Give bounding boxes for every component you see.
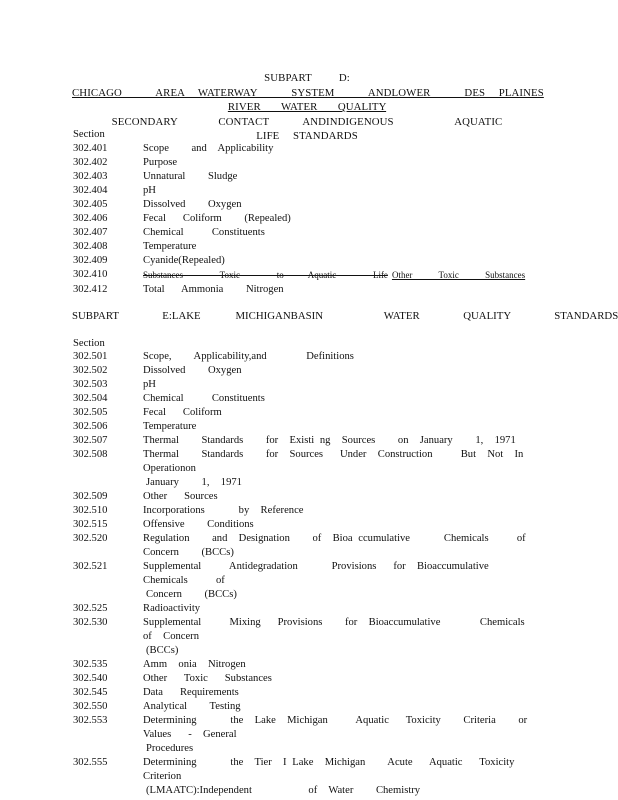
section-title-text: Fecal Coliform (Repealed): [143, 213, 291, 224]
subpart-d-section-label: Section: [73, 129, 105, 140]
section-number: 302.501: [73, 351, 108, 362]
section-entry: [73, 350, 548, 364]
section-title: [143, 268, 548, 283]
section-title: [143, 448, 548, 490]
section-title-text: Other Sources: [143, 491, 218, 502]
section-title: [143, 406, 548, 420]
section-title: [143, 378, 548, 392]
section-title-text: Data Requirements: [143, 687, 239, 698]
subpart-d-heading: [72, 71, 542, 144]
section-number: 302.412: [73, 284, 108, 295]
section-number: 302.525: [73, 603, 108, 614]
section-number: 302.510: [73, 505, 108, 516]
section-title: [143, 364, 548, 378]
section-entry: [73, 518, 548, 532]
section-title: [143, 142, 548, 156]
section-title: [143, 504, 548, 518]
section-title: [143, 518, 548, 532]
section-number: 302.403: [73, 171, 108, 182]
subpart-d-label: SUBPART D:: [264, 72, 350, 84]
section-title-text: Dissolved Oxygen: [143, 199, 242, 210]
section-title-text: Fecal Coliform: [143, 407, 222, 418]
section-number: 302.505: [73, 407, 108, 418]
section-entry: [73, 283, 548, 297]
section-title: [143, 616, 553, 658]
subpart-d-heading-line1: [72, 71, 542, 100]
section-entry: [73, 406, 548, 420]
section-title-text: Scope, Applicability,and Definitions: [143, 351, 354, 362]
section-title-text: Thermal Standards for Existi ng Sources on January 1, 1971: [143, 435, 516, 446]
section-number: 302.507: [73, 435, 108, 446]
section-title: [143, 434, 548, 448]
section-title: [143, 420, 548, 434]
section-number: 302.506: [73, 421, 108, 432]
section-title: [143, 714, 548, 756]
section-number: 302.540: [73, 673, 108, 684]
section-entry: [73, 142, 548, 156]
section-entry: [73, 434, 548, 448]
section-title-text: Supplemental Antidegradation Provisions for Bioaccumulative Chemicals of: [143, 561, 529, 586]
section-title-text: Regulation and Designation of Bioa ccumulative Chemicals of Concern (BCCs): [143, 533, 537, 558]
section-title: [143, 170, 548, 184]
section-title: [143, 226, 548, 240]
subpart-e-section-list: [73, 350, 553, 798]
section-number: 302.404: [73, 185, 108, 196]
section-title-continuation: Procedures: [146, 743, 194, 754]
section-entry: [73, 700, 548, 714]
section-number: 302.521: [73, 561, 108, 572]
section-entry: [73, 170, 548, 184]
section-number: 302.535: [73, 659, 108, 670]
section-entry: [73, 714, 548, 756]
section-entry: [73, 184, 548, 198]
section-number: 302.503: [73, 379, 108, 390]
section-entry: [73, 198, 548, 212]
section-title-continuation: (LMAATC):Independent of Water Chemistry: [146, 785, 421, 796]
section-number: 302.504: [73, 393, 108, 404]
section-entry: [73, 254, 548, 268]
section-number: 302.550: [73, 701, 108, 712]
section-title-text: Analytical Testing: [143, 701, 241, 712]
section-title-text: Thermal Standards for Sources Under Construction But Not In Operationon: [143, 449, 535, 474]
section-title: [143, 156, 548, 170]
section-number: 302.545: [73, 687, 108, 698]
section-number: 302.409: [73, 255, 108, 266]
subpart-d-title-part2: RIVER WATER QUALITY: [227, 101, 387, 113]
section-number: 302.509: [73, 491, 108, 502]
section-number: 302.515: [73, 519, 108, 530]
section-number: 302.408: [73, 241, 108, 252]
section-title-text: Cyanide(Repealed): [143, 255, 225, 266]
section-entry: [73, 364, 548, 378]
section-entry: [73, 226, 548, 240]
section-entry: [73, 378, 548, 392]
section-title-text: pH: [143, 379, 156, 390]
section-title-text: Scope and Applicability: [143, 143, 274, 154]
section-entry: [73, 602, 548, 616]
section-title-text: Radioactivity: [143, 603, 201, 614]
section-title-text: Chemical Constituents: [143, 227, 265, 238]
section-number: 302.553: [73, 715, 108, 726]
section-number: 302.520: [73, 533, 108, 544]
section-number: 302.410: [73, 269, 108, 280]
section-entry: [73, 268, 548, 283]
section-title-text: Determining the Tier I Lake Michigan Acute Aquatic Toxicity Criterion: [143, 757, 537, 782]
section-title: [143, 686, 548, 700]
section-number: 302.508: [73, 449, 108, 460]
section-title: [143, 254, 548, 268]
section-entry: [73, 560, 548, 602]
struck-section-title: Substances Toxic to Aquatic Life: [143, 270, 388, 280]
section-title: [143, 392, 548, 406]
section-title-text: pH: [143, 185, 156, 196]
section-entry: [73, 616, 553, 658]
section-entry: [73, 392, 548, 406]
section-title-text: Supplemental Mixing Provisions for Bioaccumulative Chemicals of Concern: [143, 617, 553, 642]
section-entry: [73, 504, 548, 518]
inserted-section-title: Other Toxic Substances: [391, 270, 526, 280]
section-title-text: Temperature: [143, 421, 197, 432]
section-title: [143, 184, 548, 198]
subpart-d-title-part1: CHICAGO AREA WATERWAY SYSTEM ANDLOWER DES PLAINES: [72, 86, 544, 99]
section-title: [143, 350, 548, 364]
section-entry: [73, 756, 548, 798]
section-entry: [73, 490, 548, 504]
section-title-text: Purpose: [143, 157, 178, 168]
section-title: [143, 700, 548, 714]
subpart-e-heading: SUBPART E:LAKE MICHIGANBASIN WATER QUALITY STANDARDS: [72, 310, 618, 322]
section-title-text: Dissolved Oxygen: [143, 365, 242, 376]
section-title-text: Total Ammonia Nitrogen: [143, 284, 284, 295]
section-number: 302.407: [73, 227, 108, 238]
subpart-d-section-list: [73, 142, 548, 297]
section-title-continuation: January 1, 1971: [146, 477, 242, 488]
section-title: [143, 490, 548, 504]
section-title: [143, 212, 548, 226]
section-title: [143, 658, 548, 672]
section-entry: [73, 658, 548, 672]
subpart-d-heading-line2: [72, 100, 542, 129]
section-number: 302.406: [73, 213, 108, 224]
section-title-continuation: Concern (BCCs): [146, 589, 237, 600]
subpart-d-heading-line3: LIFE STANDARDS: [256, 130, 358, 142]
section-entry: [73, 420, 548, 434]
section-title: [143, 283, 548, 297]
section-title-text: Incorporations by Reference: [143, 505, 304, 516]
section-title: [143, 198, 548, 212]
section-number: 302.530: [73, 617, 108, 628]
section-entry: [73, 532, 548, 560]
section-number: 302.502: [73, 365, 108, 376]
section-entry: [73, 156, 548, 170]
section-title: [143, 602, 548, 616]
section-title: [143, 560, 548, 602]
section-entry: [73, 240, 548, 254]
section-title-continuation: (BCCs): [146, 645, 179, 656]
section-title-text: Other Toxic Substances: [143, 673, 272, 684]
section-number: 302.402: [73, 157, 108, 168]
section-number: 302.405: [73, 199, 108, 210]
section-entry: [73, 672, 548, 686]
section-title-text: Unnatural Sludge: [143, 171, 238, 182]
section-title-text: Determining the Lake Michigan Aquatic Toxicity Criteria or Values - General: [143, 715, 539, 740]
section-title: [143, 756, 548, 798]
subpart-d-title-part3: SECONDARY CONTACT ANDINDIGENOUS AQUATIC: [111, 115, 503, 128]
section-title-text: Amm onia Nitrogen: [143, 659, 246, 670]
section-title: [143, 532, 548, 560]
section-entry: [73, 686, 548, 700]
section-title: [143, 672, 548, 686]
section-title-text: Temperature: [143, 241, 197, 252]
section-title-text: Chemical Constituents: [143, 393, 265, 404]
section-entry: [73, 212, 548, 226]
section-number: 302.555: [73, 757, 108, 768]
section-entry: [73, 448, 548, 490]
subpart-e-section-label: Section: [73, 338, 105, 349]
section-number: 302.401: [73, 143, 108, 154]
section-title: [143, 240, 548, 254]
section-title-text: Offensive Conditions: [143, 519, 254, 530]
